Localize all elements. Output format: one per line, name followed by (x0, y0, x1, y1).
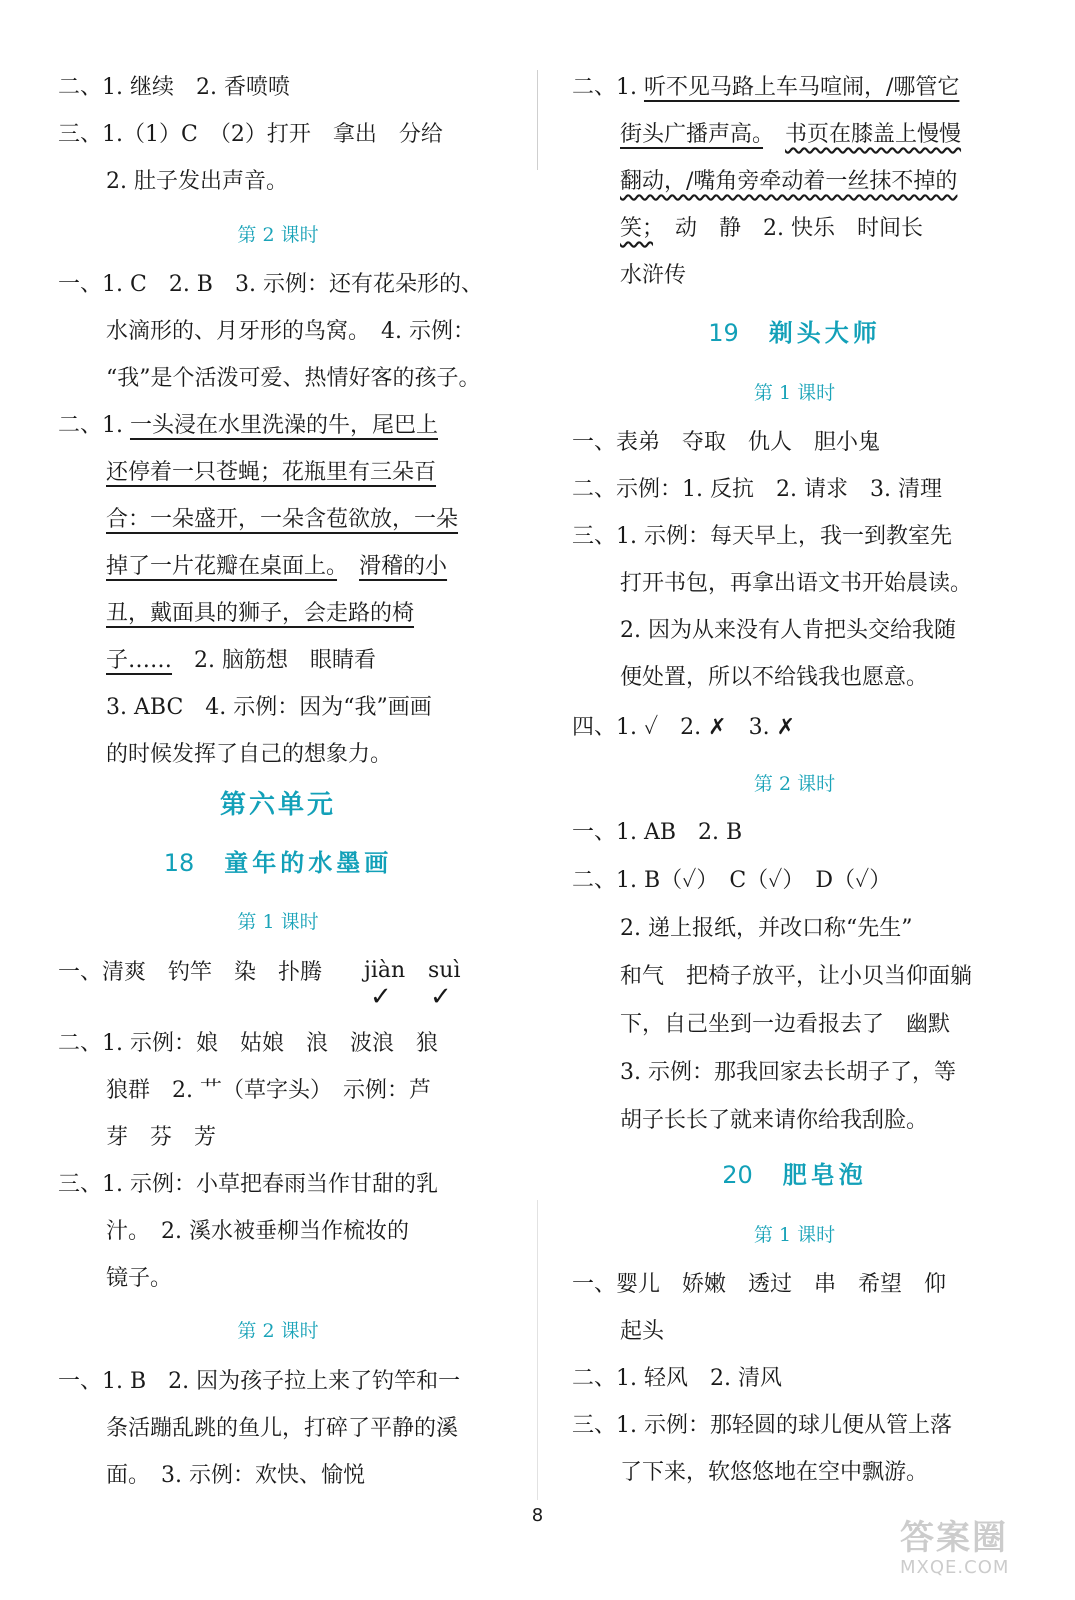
wavy-underlined-text: 笑； (620, 216, 654, 241)
answer-line (572, 120, 1017, 150)
check-icon: ✓ (370, 982, 392, 1012)
answer-line: 条活蹦乱跳的鱼儿，打碎了平静的溪 (106, 1416, 459, 1441)
wavy-underlined-text: 翻动，/嘴角旁牵动着一丝抹不掉的 (620, 169, 958, 194)
answer-line: 一、表弟 夺取 仇人 胆小鬼 (572, 430, 881, 455)
answer-line (58, 599, 498, 629)
lesson-heading: 18 童年的水墨画 (163, 848, 393, 877)
answer-line: 胡子长长了就来请你给我刮脸。 (620, 1108, 929, 1133)
answer-line: 四、1. ✓ 2. ✗ 3. ✗ (572, 715, 796, 740)
answer-line (58, 458, 498, 488)
answer-line: 2. 肚子发出声音。 (106, 169, 288, 194)
answer-line: 二、1. 一头浸在水里洗澡的牛，尾巴上 (58, 413, 438, 438)
answer-line: 二、1. 继续 2. 香喷喷 (58, 75, 290, 100)
answer-line: 狼群 2. 艹（草字头） 示例：芦 (106, 1078, 431, 1103)
section-heading: 第 2 课时 (237, 224, 319, 246)
answer-line: 二、示例：1. 反抗 2. 请求 3. 清理 (572, 477, 942, 502)
answer-line: “我”是个活泼可爱、热情好客的孩子。 (106, 366, 481, 391)
answer-line: 3. 示例：那我回家去长胡子了，等 (620, 1060, 956, 1085)
column-divider (537, 70, 538, 170)
answer-line: 一、1. C 2. B 3. 示例：还有花朵形的、 (58, 272, 483, 297)
pinyin-label: jiàn (364, 958, 406, 983)
underlined-text: 街头广播声高。 (620, 122, 764, 147)
answer-line: 下，自己坐到一边看报去了 幽默 (620, 1012, 951, 1037)
underlined-text: 听不见马路上车马喧闹，/哪管它 (643, 75, 960, 100)
underlined-text: 子…… (106, 648, 173, 673)
lesson-heading: 19 剃头大师 (708, 318, 881, 347)
answer-line: 一、婴儿 娇嫩 透过 串 希望 仰 (572, 1272, 947, 1297)
answer-line: 和气 把椅子放平，让小贝当仰面躺 (620, 964, 973, 989)
underlined-text: 丑，戴面具的狮子，会走路的椅 (106, 601, 415, 626)
section-heading: 第 2 课时 (753, 773, 836, 795)
answer-line (58, 505, 498, 535)
answer-line: 的时候发挥了自己的想象力。 (106, 742, 393, 767)
watermark-text: 答案圈 (900, 1518, 1008, 1558)
answer-line: 三、1.（1）C （2）打开 拿出 分给 (58, 122, 443, 147)
section-heading: 第 2 课时 (237, 1320, 319, 1342)
page-number: 8 (531, 1505, 544, 1526)
section-heading: 第 1 课时 (237, 911, 319, 933)
answer-line: 2. 递上报纸，并改口称“先生” (620, 916, 913, 941)
answer-line: 二、1. B（✓） C（✓） D（✓） (572, 868, 892, 893)
answer-line: 笑； 动 静 2. 快乐 时间长 (620, 216, 923, 241)
answer-line: 起头 (620, 1319, 665, 1344)
answer-line: 3. ABC 4. 示例：因为“我”画画 (106, 695, 432, 720)
check-icon: ✓ (430, 982, 452, 1012)
answer-line: 一、1. AB 2. B (572, 820, 743, 845)
answer-line: 水滴形的、月牙形的鸟窝。 4. 示例： (106, 319, 475, 344)
answer-line: 面。 3. 示例：欢快、愉悦 (106, 1463, 365, 1488)
column-divider-lower (537, 1200, 538, 1500)
answer-line: 一、1. B 2. 因为孩子拉上来了钓竿和一 (58, 1369, 461, 1394)
answer-line: 二、1. 示例：娘 姑娘 浪 波浪 狼 (58, 1031, 438, 1056)
underlined-text: 掉了一片花瓣在桌面上。 (106, 554, 338, 579)
answer-line: 三、1. 示例：那轻圆的球儿便从管上落 (572, 1413, 952, 1438)
answer-line: 二、1. 听不见马路上车马喧闹，/哪管它 (572, 75, 960, 100)
answer-line: 一、清爽 钓竿 染 扑腾 (58, 960, 323, 985)
answer-line: 镜子。 (106, 1266, 173, 1291)
section-heading: 第 1 课时 (753, 1224, 836, 1246)
answer-line: 芽 芬 芳 (106, 1125, 217, 1150)
answer-line: 2. 因为从来没有人肯把头交给我随 (620, 618, 956, 643)
lesson-heading: 20 肥皂泡 (722, 1160, 867, 1189)
pinyin-label: suì (428, 958, 461, 983)
answer-line (572, 167, 1017, 197)
answer-line: 了下来，软悠悠地在空中飘游。 (620, 1460, 929, 1485)
answer-line: 二、1. 轻风 2. 清风 (572, 1366, 782, 1391)
watermark-logo (900, 1510, 1070, 1590)
answer-line: 打开书包，再拿出语文书开始晨读。 (620, 571, 973, 596)
underlined-text: 一头浸在水里洗澡的牛，尾巴上 (129, 413, 438, 438)
wavy-underlined-text: 书页在膝盖上慢慢 (785, 122, 962, 147)
answer-line (58, 552, 498, 582)
answer-line: 三、1. 示例：每天早上，我一到教室先 (572, 524, 952, 549)
section-heading: 第 1 课时 (753, 382, 836, 404)
unit-heading: 第六单元 (219, 790, 336, 820)
underlined-text: 还停着一只苍蝇；花瓶里有三朵百 (106, 460, 437, 485)
answer-line: 水浒传 (620, 263, 687, 288)
answer-line: 三、1. 示例：小草把春雨当作甘甜的乳 (58, 1172, 438, 1197)
underlined-text: 滑稽的小 (359, 554, 448, 579)
answer-line: 便处置，所以不给钱我也愿意。 (620, 665, 929, 690)
watermark-url: MXQE.COM (900, 1557, 1010, 1578)
answer-line: 汁。 2. 溪水被垂柳当作梳妆的 (106, 1219, 409, 1244)
answer-line: 子…… 2. 脑筋想 眼睛看 (106, 648, 376, 673)
underlined-text: 合：一朵盛开，一朵含苞欲放，一朵 (106, 507, 459, 532)
